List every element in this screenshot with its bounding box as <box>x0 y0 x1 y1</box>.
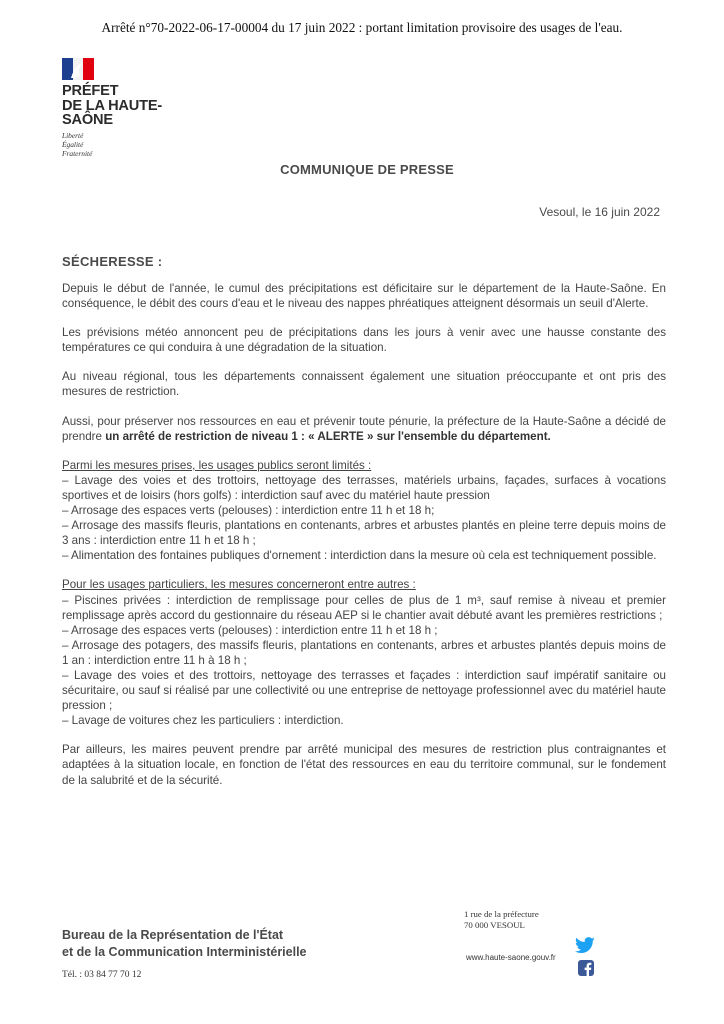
motto-liberte: Liberté <box>62 131 84 140</box>
public-uses-heading: Parmi les mesures prises, les usages publics seront limités : <box>62 458 372 472</box>
list-item: – Arrosage des espaces verts (pelouses) : interdiction entre 11 h et 18 h; <box>62 504 435 518</box>
decree-reference: Arrêté n°70-2022-06-17-00004 du 17 juin 2022 : portant limitation provisoire des usages de l'eau. <box>101 20 623 35</box>
facebook-icon[interactable] <box>578 960 594 976</box>
private-uses-heading: Pour les usages particuliers, les mesures concerneront entre autres : <box>62 578 416 592</box>
list-item: – Lavage de voitures chez les particuliers : interdiction. <box>62 714 344 728</box>
list-item: – Arrosage des potagers, des massifs fleuris, plantations en contenants, arbres et arbustes plantés depuis moins de 1 an : interdiction entre 11 h à 18 h ; <box>62 638 666 667</box>
list-item: – Piscines privées : interdiction de remplissage pour celles de plus de 1 m³, sauf remise à niveau et premier remplissage après accord du gestionnaire du réseau AEP si le chantier avait débuté avant les premières restrictions ; <box>62 593 666 622</box>
private-uses-list <box>62 593 666 729</box>
document-body <box>62 281 666 802</box>
prefecture-name-line2: DE LA HAUTE- <box>62 97 163 114</box>
paragraph-forecast: Les prévisions météo annoncent peu de précipitations dans les jours à venir avec une hausse constante des températures ce qui conduira à une dégradation de la situation. <box>62 326 666 355</box>
republic-motto <box>62 131 92 158</box>
paragraph-deficit: Depuis le début de l'année, le cumul des précipitations est déficitaire sur le département de la Haute-Saône. En conséquence, le débit des cours d'eau et le niveau des nappes phréatiques atteignent désormais un seuil d'Alerte. <box>62 282 666 311</box>
marianne-logo-icon <box>62 58 94 80</box>
bureau-line2: et de la Communication Interministérielle <box>62 945 307 959</box>
address-line2: 70 000 VESOUL <box>464 919 525 930</box>
footer-bureau <box>62 927 307 961</box>
decision-text: Aussi, pour préserver nos ressources en eau et prévenir toute pénurie, la préfecture de la Haute-Saône a décidé de prendre <box>62 414 666 443</box>
motto-fraternite: Fraternité <box>62 149 93 158</box>
decision-bold: un arrêté de restriction de niveau 1 : « ALERTE » sur l'ensemble du département. <box>105 429 551 443</box>
list-item: – Alimentation des fontaines publiques d'ornement : interdiction dans la mesure où cela est techniquement possible. <box>62 549 657 563</box>
motto-egalite: Égalité <box>62 140 84 149</box>
list-item: – Arrosage des massifs fleuris, plantations en contenants, arbres et arbustes plantés en pleine terre depuis moins de 3 ans : interdiction entre 11 h et 18 h ; <box>62 519 666 548</box>
paragraph-decision <box>62 414 666 444</box>
footer-phone: Tél. : 03 84 77 70 12 <box>62 970 142 980</box>
prefecture-name-line1: PRÉFET <box>62 83 119 99</box>
twitter-icon[interactable] <box>574 937 596 955</box>
paragraph-closing: Par ailleurs, les maires peuvent prendre par arrêté municipal des mesures de restriction plus contraignantes et adaptées à la situation locale, en fonction de l'état des ressources en eau du territoire communal, sur le fondement de la salubrité et de la sécurité. <box>62 743 666 787</box>
section-title: SÉCHERESSE : <box>62 254 163 269</box>
list-item: – Lavage des voies et des trottoirs, nettoyage des terrasses et façades : interdiction sauf impératif sanitaire ou sécuritaire, ou sauf si réalisé par une collectivité ou une entreprise de nettoyage professionnel avec du matériel haute pression ; <box>62 668 666 713</box>
bureau-line1: Bureau de la Représentation de l'État <box>62 928 284 942</box>
public-uses-list <box>62 473 666 564</box>
document-date: Vesoul, le 16 juin 2022 <box>539 205 660 219</box>
address-line1: 1 rue de la préfecture <box>464 909 539 919</box>
press-release-title: COMMUNIQUE DE PRESSE <box>280 162 454 177</box>
prefecture-name <box>62 84 162 128</box>
list-item: – Arrosage des espaces verts (pelouses) : interdiction entre 11 h et 18 h ; <box>62 623 438 637</box>
prefecture-name-line3: SAÔNE <box>62 112 113 128</box>
footer-website-link[interactable]: www.haute-saone.gouv.fr <box>466 953 556 962</box>
list-item: – Lavage des voies et des trottoirs, nettoyage des terrasses, matériels urbains, façades, surfaces à vocations sportives et de loisirs (hors golfs) : interdiction sauf avec du matériel haute pression <box>62 473 666 502</box>
paragraph-regional: Au niveau régional, tous les départements connaissent également une situation préoccupante et ont pris des mesures de restriction. <box>62 370 666 399</box>
footer-address <box>464 909 539 930</box>
